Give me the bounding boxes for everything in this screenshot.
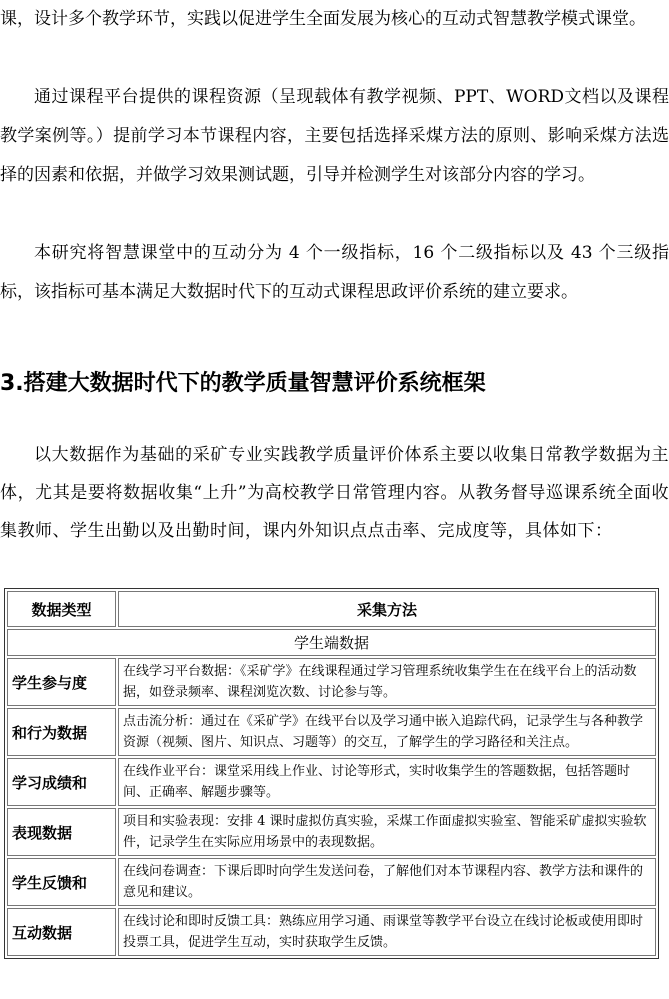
table-header-row [7, 591, 656, 627]
paragraph-3: 本研究将智慧课堂中的互动分为 4 个一级指标，16 个二级指标以及 43 个三级指标，该指标可基本满足大数据时代下的互动式课程思政评价系统的建立要求。 [0, 243, 669, 302]
table-row [7, 858, 656, 906]
row-label: 表现数据 [7, 808, 116, 856]
table-row [7, 758, 656, 806]
table-row [7, 708, 656, 756]
group-student-data: 学生端数据 [7, 629, 656, 656]
row-label: 学生反馈和 [7, 858, 116, 906]
table-row [7, 908, 656, 956]
paragraph-2: 通过课程平台提供的课程资源（呈现载体有教学视频、PPT、WORD文档以及课程教学案例等。）提前学习本节课程内容，主要包括选择采煤方法的原则、影响采煤方法选择的因素和依据，并做学习效果测试题，引导并检测学生对该部分内容的学习。 [0, 87, 669, 185]
row-text: 在线问卷调查：下课后即时向学生发送问卷，了解他们对本节课程内容、教学方法和课件的意见和建议。 [118, 858, 656, 906]
table-row [7, 658, 656, 706]
row-text: 在线作业平台：课堂采用线上作业、讨论等形式，实时收集学生的答题数据，包括答题时间、正确率、解题步骤等。 [118, 758, 656, 806]
row-label: 互动数据 [7, 908, 116, 956]
paragraph-4: 以大数据作为基础的采矿专业实践教学质量评价体系主要以收集日常教学数据为主体，尤其是要将数据收集“上升”为高校教学日常管理内容。从教务督导巡课系统全面收集教师、学生出勤以及出勤时间，课内外知识点点击率、完成度等，具体如下： [0, 445, 669, 541]
row-text: 项目和实验表现：安排 4 课时虚拟仿真实验，采煤工作面虚拟实验室、智能采矿虚拟实验软件，记录学生在实际应用场景中的表现数据。 [118, 808, 656, 856]
row-label: 和行为数据 [7, 708, 116, 756]
row-label: 学习成绩和 [7, 758, 116, 806]
row-text: 在线学习平台数据：《采矿学》在线课程通过学习管理系统收集学生在在线平台上的活动数据，如登录频率、课程浏览次数、讨论参与等。 [118, 658, 656, 706]
row-text: 点击流分析：通过在《采矿学》在线平台以及学习通中嵌入追踪代码，记录学生与各种教学资源（视频、图片、知识点、习题等）的交互，了解学生的学习路径和关注点。 [118, 708, 656, 756]
data-collection-table [4, 588, 659, 959]
table-row [7, 808, 656, 856]
table-group-row [7, 629, 656, 656]
section-heading: 3.搭建大数据时代下的教学质量智慧评价系统框架 [0, 371, 486, 396]
header-collection-method: 采集方法 [118, 591, 656, 627]
header-data-type: 数据类型 [7, 591, 116, 627]
paragraph-1: 课，设计多个教学环节，实践以促进学生全面发展为核心的互动式智慧教学模式课堂。 [0, 9, 646, 29]
row-label: 学生参与度 [7, 658, 116, 706]
row-text: 在线讨论和即时反馈工具：熟练应用学习通、雨课堂等教学平台设立在线讨论板或使用即时投票工具，促进学生互动，实时获取学生反馈。 [118, 908, 656, 956]
